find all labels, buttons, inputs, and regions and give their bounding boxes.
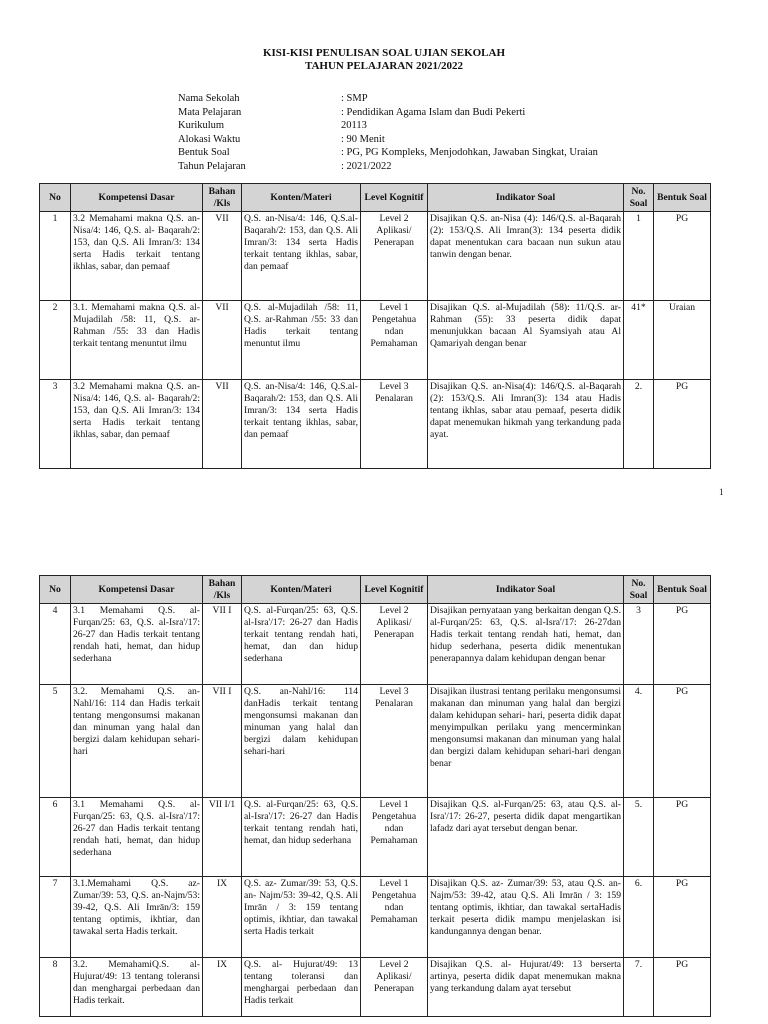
col-header-bahan-kls: Bahan /Kls xyxy=(203,576,242,604)
cell-indikator-soal: Disajikan pernyataan yang berkaitan dengan Q.S. al-Furqan/25: 63, Q.S. al-Isra'/17: 26-27dan Hadis terkait tentang rendah hati, hemat, dan hidup sederhana, peserta didik menentukan penerapannya dalam kehidupan dengan benar xyxy=(428,604,624,685)
cell-bentuk-soal: PG xyxy=(654,685,711,798)
table-row xyxy=(40,604,711,685)
cell-kompetensi-dasar: 3.1. Memahami makna Q.S. al-Mujadilah /58: 11, Q.S. ar- Rahman /55: 33 dan Hadis terkait tentang menuntut ilmu xyxy=(71,301,203,380)
cell-no: 3 xyxy=(40,380,71,469)
cell-no-soal: 6. xyxy=(624,877,654,958)
cell-indikator-soal: Disajikan Q.S. al- Hujurat/49: 13 berserta artinya, peserta didik dapat menemukan makna yang terkandung dalam ayat tersebut xyxy=(428,958,624,1017)
cell-konten-materi: Q.S. an-Nahl/16: 114 danHadis terkait tentang mengonsumsi makanan dan minuman yang halal dan bergizi dalam kehidupan sehari-hari xyxy=(242,685,361,798)
cell-konten-materi: Q.S. al-Furqan/25: 63, Q.S. al-Isra'/17: 26-27 dan Hadis terkait tentang rendah hati, hemat, dan dan hidup sederhana xyxy=(242,604,361,685)
info-label: Kurikulum xyxy=(178,120,225,131)
kisi-kisi-table-page-1 xyxy=(39,183,711,469)
col-header-kompetensi-dasar: Kompetensi Dasar xyxy=(71,184,203,212)
info-row xyxy=(178,106,598,120)
cell-no: 5 xyxy=(40,685,71,798)
col-header-bentuk-soal: Bentuk Soal xyxy=(654,184,711,212)
cell-no: 1 xyxy=(40,212,71,301)
table-header-row xyxy=(40,184,711,212)
table-row xyxy=(40,685,711,798)
cell-no: 2 xyxy=(40,301,71,380)
cell-konten-materi: Q.S. an-Nisa/4: 146, Q.S.al-Baqarah/2: 153, dan Q.S. Ali Imran/3: 134 serta Hadis terkait tentang ikhlas, sabar, dan pemaaf xyxy=(242,380,361,469)
document-title: KISI-KISI PENULISAN SOAL UJIAN SEKOLAH xyxy=(262,47,506,59)
cell-indikator-soal: Disajikan ilustrasi tentang perilaku mengonsumsi makanan dan minuman yang halal dan bergizi dalam kehidupan sehari- hari, peserta didik dapat menyimpulkan perilaku yang mencerminkan mengonsumsi makanan dan minuman yang halal dan bergizi dalam kehidupan sehari-hari dengan benar xyxy=(428,685,624,798)
page-gap xyxy=(0,510,768,570)
info-value: : SMP xyxy=(341,93,368,104)
table-row xyxy=(40,877,711,958)
info-label: Nama Sekolah xyxy=(178,93,240,104)
cell-bentuk-soal: PG xyxy=(654,212,711,301)
col-header-bentuk-soal: Bentuk Soal xyxy=(654,576,711,604)
cell-bahan-kls: VII xyxy=(203,301,242,380)
cell-no-soal: 4. xyxy=(624,685,654,798)
col-header-level-kognitif: Level Kognitif xyxy=(361,576,428,604)
cell-no-soal: 2. xyxy=(624,380,654,469)
info-value: 20113 xyxy=(341,120,367,131)
cell-no: 6 xyxy=(40,798,71,877)
info-label: Alokasi Waktu xyxy=(178,133,241,145)
cell-konten-materi: Q.S. al- Hujurat/49: 13 tentang toleransi dan menghargai perbedaan dan Hadis terkait xyxy=(242,958,361,1017)
cell-konten-materi: Q.S. an-Nisa/4: 146, Q.S.al-Baqarah/2: 153, dan Q.S. Ali Imran/3: 134 serta Hadis terkait tentang ikhlas, sabar, dan pemaaf xyxy=(242,212,361,301)
cell-level-kognitif: Level 2 Aplikasi/ Penerapan xyxy=(361,958,428,1017)
info-label: Bentuk Soal xyxy=(178,147,230,158)
info-row xyxy=(178,92,598,106)
cell-kompetensi-dasar: 3.1 Memahami Q.S. al-Furqan/25: 63, Q.S. al-Isra'/17: 26-27 dan Hadis terkait tentang rendah hati, hemat, dan hidup sederhana xyxy=(71,798,203,877)
info-value: : Pendidikan Agama Islam dan Budi Pekerti xyxy=(341,106,526,118)
col-header-no-soal: No. Soal xyxy=(624,184,654,212)
col-header-konten-materi: Konten/Materi xyxy=(242,184,361,212)
cell-konten-materi: Q.S. az- Zumar/39: 53, Q.S. an- Najm/53: 39-42, Q.S. Ali Imrān / 3: 159 tentang optimis, ikhtiar, dan tawakal serta Hadis terkait xyxy=(242,877,361,958)
page-number: 1 xyxy=(719,487,724,497)
cell-bentuk-soal: PG xyxy=(654,380,711,469)
cell-bahan-kls: VII I xyxy=(203,604,242,685)
cell-no-soal: 1 xyxy=(624,212,654,301)
cell-bahan-kls: IX xyxy=(203,958,242,1017)
info-row xyxy=(178,146,598,160)
cell-kompetensi-dasar: 3.2. Memahami Q.S. an-Nahl/16: 114 dan Hadis terkait tentang mengonsumsi makanan dan minuman yang halal dan bergizi dalam kehidupan sehari- hari xyxy=(71,685,203,798)
info-row xyxy=(178,160,598,174)
cell-bentuk-soal: PG xyxy=(654,877,711,958)
cell-level-kognitif: Level 1 Pengetahua ndan Pemahaman xyxy=(361,301,428,380)
cell-bahan-kls: VII xyxy=(203,380,242,469)
table-row xyxy=(40,212,711,301)
table-row xyxy=(40,301,711,380)
cell-bahan-kls: IX xyxy=(203,877,242,958)
cell-level-kognitif: Level 3 Penalaran xyxy=(361,685,428,798)
cell-indikator-soal: Disajikan Q.S. al-Furqan/25: 63, atau Q.S. al- Isra'/17: 26-27, peserta didik dapat mengartikan lafadz dari ayat tersebut dengan benar. xyxy=(428,798,624,877)
cell-konten-materi: Q.S. al-Furqan/25: 63, Q.S. al-Isra'/17: 26-27 dan Hadis terkait tentang rendah hati, hemat, dan hidup sederhana xyxy=(242,798,361,877)
document-subtitle: TAHUN PELAJARAN 2021/2022 xyxy=(304,60,464,72)
cell-konten-materi: Q.S. al-Mujadilah /58: 11, Q.S. ar-Rahman /55: 33 dan Hadis terkait tentang menuntut ilmu xyxy=(242,301,361,380)
school-info xyxy=(178,92,598,173)
cell-no: 8 xyxy=(40,958,71,1017)
cell-no: 7 xyxy=(40,877,71,958)
col-header-no: No xyxy=(40,576,71,604)
cell-kompetensi-dasar: 3.1.Memahami Q.S. az-Zumar/39: 53, Q.S. an-Najm/53: 39-42, Q.S. Ali Imrān/3: 159 tentang optimis, ikhtiar, dan tawakal serta Hadis terkait. xyxy=(71,877,203,958)
col-header-kompetensi-dasar: Kompetensi Dasar xyxy=(71,576,203,604)
info-value: : PG, PG Kompleks, Menjodohkan, Jawaban Singkat, Uraian xyxy=(341,147,598,158)
cell-bentuk-soal: PG xyxy=(654,958,711,1017)
cell-kompetensi-dasar: 3.1 Memahami Q.S. al-Furqan/25: 63, Q.S. al-Isra'/17: 26-27 dan Hadis terkait tentang rendah hati, hemat, dan hidup sederhana xyxy=(71,604,203,685)
cell-indikator-soal: Disajikan Q.S. al-Mujadilah (58): 11/Q.S. ar- Rahman (55): 33 peserta didik dapat menunjukkan bacaan Al Syamsiyah atau Al Qamariyah dengan benar xyxy=(428,301,624,380)
table-header-row xyxy=(40,576,711,604)
kisi-kisi-table-page-2 xyxy=(39,575,711,1017)
info-label: Tahun Pelajaran xyxy=(178,160,246,172)
cell-kompetensi-dasar: 3.2 Memahami makna Q.S. an- Nisa/4: 146, Q.S. al- Baqarah/2: 153, dan Q.S. Ali Imran/3: 134 serta Hadis terkait tentang ikhlas, sabar, dan pemaaf xyxy=(71,380,203,469)
cell-no: 4 xyxy=(40,604,71,685)
col-header-indikator-soal: Indikator Soal xyxy=(428,576,624,604)
cell-no-soal: 41* xyxy=(624,301,654,380)
info-value: : 2021/2022 xyxy=(341,160,392,172)
cell-bahan-kls: VII xyxy=(203,212,242,301)
table-row xyxy=(40,380,711,469)
cell-level-kognitif: Level 2 Aplikasi/ Penerapan xyxy=(361,604,428,685)
col-header-bahan-kls: Bahan /Kls xyxy=(203,184,242,212)
cell-bentuk-soal: Uraian xyxy=(654,301,711,380)
cell-level-kognitif: Level 2 Aplikasi/ Penerapan xyxy=(361,212,428,301)
cell-indikator-soal: Disajikan Q.S. az- Zumar/39: 53, atau Q.S. an- Najm/53: 39-42, atau Q.S. Ali Imrān / 3: 159 tentang optimis, ikhtiar, dan tawakal sertaHadis terkait peserta didik mampu menjelaskan isi kandungannya dengan benar. xyxy=(428,877,624,958)
cell-no-soal: 3 xyxy=(624,604,654,685)
col-header-level-kognitif: Level Kognitif xyxy=(361,184,428,212)
cell-level-kognitif: Level 1 Pengetahua ndan Pemahaman xyxy=(361,798,428,877)
cell-indikator-soal: Disajikan Q.S. an-Nisa(4): 146/Q.S. al-Baqarah (2): 153/Q.S. Ali Imran(3): 134 atau Hadis tentang ikhlas, sabar atau pemaaf, peserta didik dapat menemukan hikmah yang terkandung pada ayat. xyxy=(428,380,624,469)
col-header-no: No xyxy=(40,184,71,212)
cell-bentuk-soal: PG xyxy=(654,798,711,877)
info-value: : 90 Menit xyxy=(341,133,385,145)
cell-bentuk-soal: PG xyxy=(654,604,711,685)
cell-kompetensi-dasar: 3.2. MemahamiQ.S. al-Hujurat/49: 13 tentang toleransi dan menghargai perbedaan dan Hadis terkait. xyxy=(71,958,203,1017)
cell-no-soal: 7. xyxy=(624,958,654,1017)
col-header-indikator-soal: Indikator Soal xyxy=(428,184,624,212)
col-header-no-soal: No. Soal xyxy=(624,576,654,604)
cell-bahan-kls: VII I/1 xyxy=(203,798,242,877)
info-row xyxy=(178,119,598,133)
table-row xyxy=(40,958,711,1017)
table-row xyxy=(40,798,711,877)
cell-indikator-soal: Disajikan Q.S. an-Nisa (4): 146/Q.S. al-Baqarah (2): 153/Q.S. Ali Imran(3): 134 peserta didik dapat menentukan cara bacaan nun sukun atau tanwin dengan benar. xyxy=(428,212,624,301)
cell-kompetensi-dasar: 3.2 Memahami makna Q.S. an- Nisa/4: 146, Q.S. al- Baqarah/2: 153, dan Q.S. Ali Imran/3: 134 serta Hadis terkait tentang ikhlas, sabar, dan pemaaf xyxy=(71,212,203,301)
col-header-konten-materi: Konten/Materi xyxy=(242,576,361,604)
info-label: Mata Pelajaran xyxy=(178,106,242,118)
cell-level-kognitif: Level 1 Pengetahua ndan Pemahaman xyxy=(361,877,428,958)
info-row xyxy=(178,133,598,147)
cell-bahan-kls: VII I xyxy=(203,685,242,798)
cell-no-soal: 5. xyxy=(624,798,654,877)
cell-level-kognitif: Level 3 Penalaran xyxy=(361,380,428,469)
